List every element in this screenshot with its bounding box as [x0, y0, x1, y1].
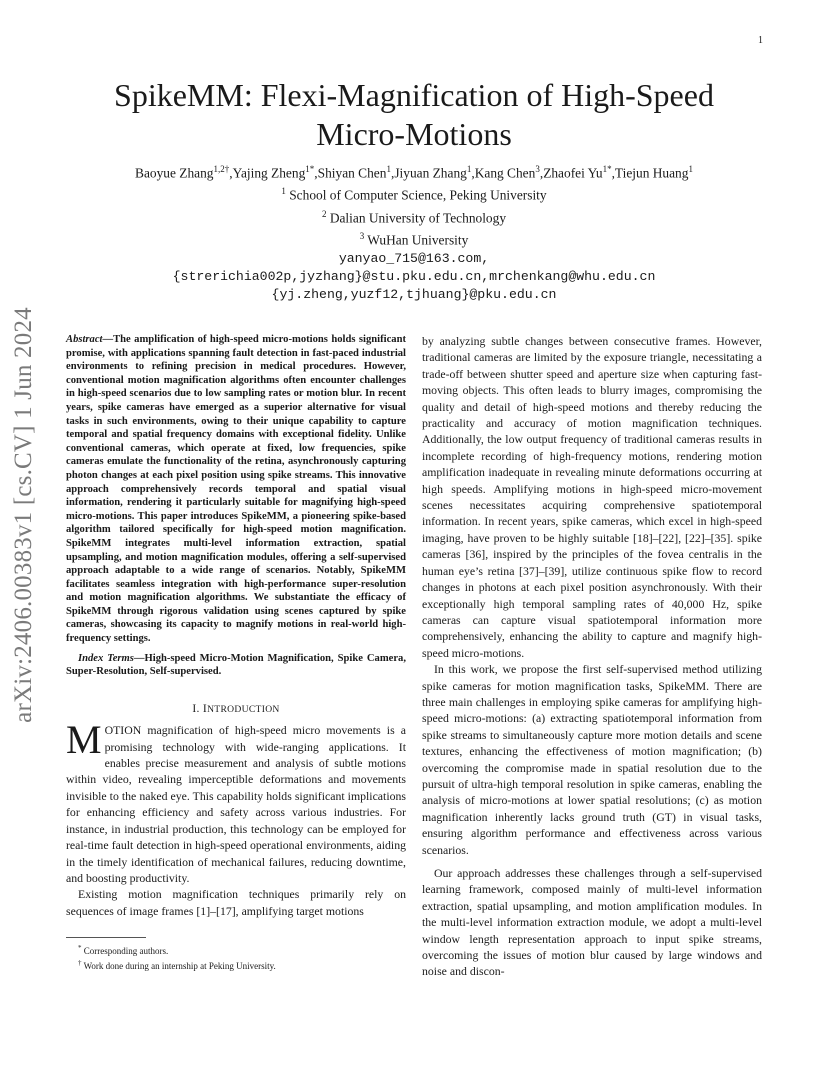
right-paragraph-3: Our approach addresses these challenges through a self-supervised learning framework, composed mainly of multi-level information extraction, spatial upsampling, and motion amplification modules. In the multi-level information extraction module, we adopt a multi-level window length representation approach to input spike streams, overcoming the issues of motion blur caused by large windows and noise and discon-: [422, 866, 762, 979]
footnote-text: Work done during an internship at Peking University.: [81, 961, 276, 972]
affiliation-text: Dalian University of Technology: [326, 210, 507, 226]
page-number: 1: [758, 35, 763, 46]
footnote-text: Corresponding authors.: [81, 946, 169, 957]
affiliation: [60, 227, 768, 249]
right-paragraph-2: In this work, we propose the first self-supervised method utilizing spike cameras for motion magnification tasks, SpikeMM. There are three main challenges in employing spike cameras for amplifying high-speed micro-motions: (a) extracting spatiotemporal information from spike streams to simultaneously capture more motion details and scene textures, enhancing the effectiveness of motion magnification; (b) overcoming the compromise made in spatial resolution due to the pursuit of ultra-high temporal resolution in spike cameras, enabling the analysis of micro-motions at lower spatial resolutions; (c) as motion magnification inherently lacks ground truth (GT) in visual tasks, ensuring algorithm performance and effectiveness across various scenarios.: [422, 662, 762, 857]
arxiv-stamp-text: arXiv:2406.00383v1 [cs.CV] 1 Jun 2024: [10, 307, 37, 723]
author-name: Kang Chen: [474, 165, 536, 181]
arxiv-stamp: [4, 300, 44, 730]
author-name: Shiyan Chen: [317, 165, 387, 181]
affiliation: [60, 182, 768, 204]
intro-paragraph-1: [66, 717, 406, 886]
email-line[interactable]: yanyao_715@163.com,: [338, 250, 490, 266]
author-name: Tiejun Huang: [614, 165, 689, 181]
author-block: [60, 160, 768, 304]
affiliation-text: School of Computer Science, Peking University: [285, 187, 547, 203]
author-name: Zhaofei Yu: [543, 165, 603, 181]
footnote-rule: [66, 937, 146, 938]
author-mark: 1: [688, 164, 693, 174]
paper-title: [60, 76, 768, 154]
author-name: Baoyue Zhang: [135, 165, 214, 181]
author-mark: 1*: [602, 164, 612, 174]
right-paragraph-1: by analyzing subtle changes between consecutive frames. However, traditional cameras are limited by the exposure triangle, necessitating a trade-off between shutter speed and aperture size when capturing fast-moving objects. This often leads to blurry images, compromising the quality and detail of high-speed motions and thereby reducing the practicality and accuracy of motion magnification techniques. Additionally, the low output frequency of traditional cameras results in incomplete recording of high-frequency motions, rendering motion amplification inadequate in revealing minute deformations occurring at high speeds. Amplifying motions in high-speed micro-movement scenes necessitates acquiring comprehensive spatiotemporal information. In recent years, spike cameras, which excel in high-speed imaging, have proven to be highly suitable [18]–[22], [22]–[35]. spike cameras [36], inspired by the principles of the fovea centralis in the human eye’s retina [37]–[39], utilize continuous spike flow to record changes in photons at each pixel position asynchronously. With their exceptionally high temporal sampling rates of 40,000 Hz, spike cameras can capture visual spatiotemporal information more comprehensively, enhancing the ability to capture and magnify high-speed micro-motions.: [422, 334, 762, 660]
intro-paragraph-2: Existing motion magnification techniques primarily rely on sequences of image frames [1]–[17], amplifying target motions: [66, 887, 406, 918]
author-mark: 1,2†: [213, 164, 230, 174]
right-column: [422, 333, 762, 980]
author-mark: 3: [535, 164, 540, 174]
affiliation-mark: 1: [281, 186, 286, 197]
footnote: [66, 942, 406, 957]
title-line-2: Micro-Motions: [316, 116, 512, 152]
author-mark: 1*: [305, 164, 315, 174]
abstract: [66, 333, 406, 646]
affiliation: [60, 205, 768, 227]
affiliation-mark: 2: [321, 208, 327, 219]
email-line[interactable]: {yj.zheng,yuzf12,tjhuang}@pku.edu.cn: [271, 286, 557, 302]
section-initial: I: [202, 701, 208, 715]
footnote-mark: †: [78, 959, 82, 968]
author-name: Jiyuan Zhang: [394, 165, 467, 181]
affiliation-text: WuHan University: [364, 232, 469, 248]
index-terms-label: Index Terms: [78, 652, 134, 664]
section-heading: [66, 701, 406, 718]
author-mark: 1: [386, 164, 391, 174]
index-terms-text: —High-speed Micro-Motion Magnification, Spike Camera, Super-Resolution, Self-supervised.: [66, 652, 406, 678]
title-line-1: SpikeMM: Flexi-Magnification of High-Speed: [114, 77, 714, 113]
author-name: Yajing Zheng: [232, 165, 306, 181]
author-mark: 1: [466, 164, 472, 174]
left-column: [66, 333, 406, 972]
section-number: I.: [192, 701, 203, 715]
author-list: Baoyue Zhang$^{1,2\dagger}$,Yajing Zheng$^{1*}$,Shiyan Chen$^1$,Jiyuan Zhang$^1$,Kang Chen$^3$,Zhaofei $Yu^{1*},Tiejun$ Huang$^1$: [135, 164, 693, 181]
email-line[interactable]: {strerichia002p,jyzhang}@stu.pku.edu.cn,mrchenkang@whu.edu.cn: [172, 268, 656, 284]
footnote: [66, 957, 406, 972]
abstract-label: Abstract: [66, 334, 103, 345]
index-terms: [66, 652, 406, 679]
intro-paragraph-1-text: OTION magnification of high-speed micro movements is a promising technology with wide-ranging applications. It enables precise measurement and analysis of subtle motions within video, revealing imperceptible deformations and movements invisible to the naked eye. This capability holds significant implications for enhancing efficiency and safety across various industries. For instance, in industrial production, this technology can be employed for real-time fault detection in high-speed operational environments, aiding in the timely identification of mechanical failures, reducing downtime, and boosting productivity.: [66, 723, 406, 885]
abstract-text: —The amplification of high-speed micro-motions holds significant promise, with applications spanning fault detection in fast-paced industrial environments to refining precision in medical procedures. However, conventional motion magnification algorithms often encounter challenges in high-speed scenarios due to low sampling rates or motion blur. In recent years, spike cameras have emerged as a superior alternative for visual tasks in such environments, owing to their unique capability to capture temporal and spatial frequency domains with exceptional fidelity. Unlike conventional cameras, which operate at fixed, low frequencies, spike cameras emulate the functionality of the retina, asynchronously capturing photon changes at each pixel position using spike streams. This innovative approach comprehensively records temporal and spatial visual information, rendering it particularly suitable for magnifying high-speed micro-motions. This paper introduces SpikeMM, a pioneering spike-based algorithm tailored specifically for high-speed motion magnification. SpikeMM integrates multi-level information extraction, spatial upsampling, and motion magnification modules, offering a self-supervised approach adaptable to a wide range of scenarios. Notably, SpikeMM facilitates seamless integration with high-performance super-resolution and motion magnification algorithms. We substantiate the efficacy of SpikeMM through rigorous validation using scenes captured by spike cameras, showcasing its capacity to magnify motions in real-world high-frequency settings.: [66, 334, 406, 645]
affiliation-mark: 3: [359, 231, 365, 242]
footnote-mark: *: [78, 944, 82, 953]
drop-cap: M: [66, 717, 102, 763]
section-title-rest: NTRODUCTION: [207, 703, 280, 715]
